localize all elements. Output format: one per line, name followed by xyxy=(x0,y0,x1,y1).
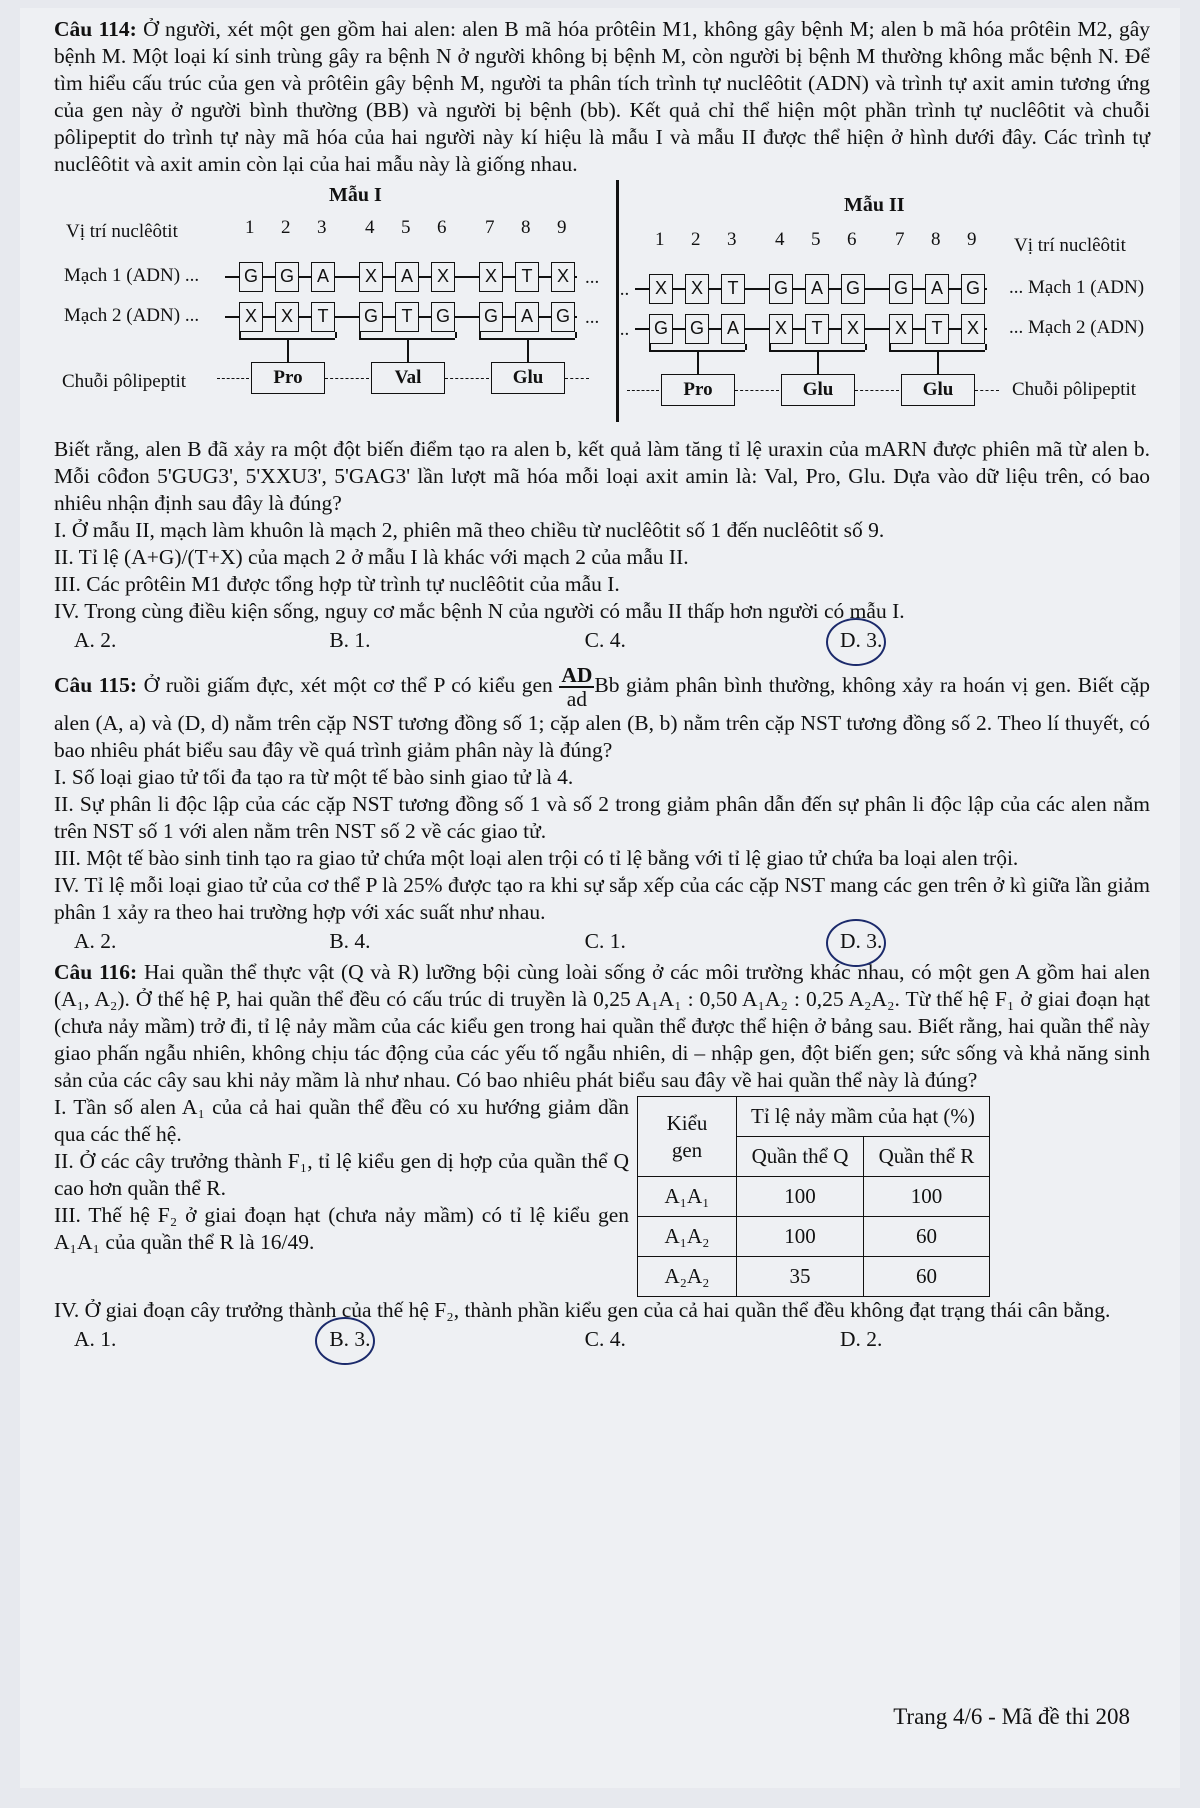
position-number: 6 xyxy=(437,217,447,238)
codon-bracket-tick xyxy=(335,332,337,338)
position-number: 4 xyxy=(365,217,375,238)
nucleotide-box-strand2: T xyxy=(395,302,419,332)
q114-statement-1: I. Ở mẫu II, mạch làm khuôn là mạch 2, phiên mã theo chiều từ nuclêôtit số 1 đến nuclêôtit số 9. xyxy=(54,518,885,542)
peptide-link xyxy=(217,378,249,379)
nucleotide-box-strand1: G xyxy=(889,274,913,304)
nucleotide-box-strand1: X xyxy=(551,262,575,292)
nucleotide-box-strand1: G xyxy=(769,274,793,304)
peptide-link xyxy=(627,390,659,391)
nucleotide-box-strand2: X xyxy=(961,314,985,344)
position-number: 1 xyxy=(245,217,255,238)
nucleotide-box-strand1: X xyxy=(479,262,503,292)
codon-bracket-tick xyxy=(649,344,651,350)
position-number: 8 xyxy=(931,229,941,250)
nucleotide-box-strand2: T xyxy=(805,314,829,344)
peptide-link xyxy=(855,390,899,391)
nucleotide-box-strand2: X xyxy=(841,314,865,344)
table-cell-r: 60 xyxy=(864,1217,990,1257)
q115-option-b[interactable]: B. 4. xyxy=(329,929,371,953)
amino-acid-box: Val xyxy=(371,362,445,394)
q114-statement-2: II. Tỉ lệ (A+G)/(T+X) của mạch 2 ở mẫu I là khác với mạch 2 của mẫu II. xyxy=(54,545,689,569)
amino-acid-box: Glu xyxy=(901,374,975,406)
codon-bracket-tick xyxy=(455,332,457,338)
q115-statement-4: IV. Tỉ lệ mỗi loại giao tử của cơ thể P là 25% được tạo ra khi sự sắp xếp của các cặp NST mang các gen trên ở kì giữa lần giảm phân 1 xảy ra theo hai trường hợp với xác suất như nhau. xyxy=(54,873,1150,924)
q116-statement-3: III. Thế hệ F₂ ở giai đoạn hạt (chưa nảy mầm) có tỉ lệ kiểu gen A₁A₁ của quần thể R là 16/49. xyxy=(54,1203,629,1254)
amino-acid-box: Glu xyxy=(491,362,565,394)
nucleotide-box-strand1: G xyxy=(961,274,985,304)
nucleotide-box-strand2: X xyxy=(239,302,263,332)
q116-options xyxy=(54,1324,1150,1357)
peptide-link xyxy=(325,378,369,379)
position-number: 7 xyxy=(895,229,905,250)
position-number: 5 xyxy=(401,217,411,238)
table-cell-r: 60 xyxy=(864,1257,990,1297)
q116-option-d[interactable]: D. 2. xyxy=(839,1327,883,1351)
q114-intro xyxy=(54,16,1150,178)
table-cell-genotype: A₁A₂ xyxy=(638,1217,737,1257)
nucleotide-box-strand2: A xyxy=(515,302,539,332)
nucleotide-box-strand2: T xyxy=(925,314,949,344)
q116-title: Câu 116: xyxy=(54,960,138,984)
amino-acid-box: Pro xyxy=(251,362,325,394)
q114-option-d[interactable]: D. 3. xyxy=(840,627,1000,654)
table-header-genotype: Kiểu gen xyxy=(638,1097,737,1177)
nucleotide-box-strand1: A xyxy=(925,274,949,304)
nucleotide-box-strand1: X xyxy=(359,262,383,292)
table-row xyxy=(638,1177,990,1217)
q115-options xyxy=(54,926,1150,959)
q116-statements xyxy=(54,1094,629,1297)
nucleotide-box-strand1: T xyxy=(721,274,745,304)
codon-bracket-tick xyxy=(889,344,891,350)
codon-connector xyxy=(407,338,409,362)
nucleotide-box-strand2: A xyxy=(721,314,745,344)
ellipsis: ... xyxy=(615,319,630,340)
table-cell-q: 100 xyxy=(737,1217,864,1257)
sample1-title: Mẫu I xyxy=(329,184,382,206)
strand2-label-left: Mạch 2 (ADN) ... xyxy=(64,305,200,326)
pos-label-right: Vị trí nuclêôtit xyxy=(1014,235,1126,256)
q115-body-b: Bb giảm phân bình thường, không xảy ra hoán vị gen. Biết cặp alen (A, a) và (D, d) nằm trên cặp NST tương đồng số 1; cặp alen (B, b) nằm trên cặp NST tương đồng số 2. Theo lí thuyết, có bao nhiêu phát biểu sau đây về quá trình giảm phân này là đúng? xyxy=(54,672,1151,762)
q115-option-d[interactable]: D. 3. xyxy=(840,928,1000,955)
pos-label-left: Vị trí nuclêôtit xyxy=(66,221,178,242)
q116-statement-4: IV. Ở giai đoạn cây trưởng thành của thế hệ F₂, thành phần kiểu gen của cả hai quần thể đều không đạt trạng thái cân bằng. xyxy=(54,1298,1111,1322)
q116-option-b[interactable]: B. 3. xyxy=(329,1326,489,1353)
position-number: 6 xyxy=(847,229,857,250)
q114-option-c[interactable]: C. 4. xyxy=(584,628,626,652)
poly-label-left: Chuỗi pôlipeptit xyxy=(62,371,187,392)
q116-intro xyxy=(54,959,1150,1094)
sample2-title: Mẫu II xyxy=(844,194,905,216)
fraction-denominator: ad xyxy=(566,687,587,711)
poly-label-right: Chuỗi pôlipeptit xyxy=(1012,379,1137,400)
position-number: 5 xyxy=(811,229,821,250)
table-cell-q: 35 xyxy=(737,1257,864,1297)
q114-title: Câu 114: xyxy=(54,17,137,41)
fraction-numerator: AD xyxy=(561,663,593,687)
nucleotide-box-strand2: X xyxy=(275,302,299,332)
position-number: 1 xyxy=(655,229,665,250)
nucleotide-box-strand2: G xyxy=(359,302,383,332)
table-header-pop-r: Quần thể R xyxy=(864,1137,990,1177)
position-number: 7 xyxy=(485,217,495,238)
codon-connector xyxy=(697,350,699,374)
nucleotide-box-strand1: A xyxy=(395,262,419,292)
codon-bracket-tick xyxy=(575,332,577,338)
codon-bracket-tick xyxy=(745,344,747,350)
q114-option-a[interactable]: A. 2. xyxy=(74,628,117,652)
q114-statement-3: III. Các prôtêin M1 được tổng hợp từ trình tự nuclêôtit của mẫu I. xyxy=(54,572,620,596)
q115-option-c[interactable]: C. 1. xyxy=(584,929,626,953)
codon-bracket-tick xyxy=(479,332,481,338)
nucleotide-box-strand1: G xyxy=(239,262,263,292)
codon-bracket-tick xyxy=(239,332,241,338)
amino-acid-box: Pro xyxy=(661,374,735,406)
codon-bracket-tick xyxy=(985,344,987,350)
peptide-link xyxy=(565,378,589,379)
nucleotide-box-strand2: T xyxy=(311,302,335,332)
codon-connector xyxy=(527,338,529,362)
peptide-link xyxy=(735,390,779,391)
table-cell-q: 100 xyxy=(737,1177,864,1217)
nucleotide-box-strand1: X xyxy=(649,274,673,304)
nucleotide-box-strand1: A xyxy=(311,262,335,292)
table-cell-r: 100 xyxy=(864,1177,990,1217)
nucleotide-box-strand2: G xyxy=(479,302,503,332)
position-number: 8 xyxy=(521,217,531,238)
table-header-pop-q: Quần thể Q xyxy=(737,1137,864,1177)
q115-statement-3: III. Một tế bào sinh tinh tạo ra giao tử chứa một loại alen trội có tỉ lệ bằng với tỉ lệ giao tử chứa ba loại alen trội. xyxy=(54,846,1019,870)
amino-acid-box: Glu xyxy=(781,374,855,406)
q114-options xyxy=(54,625,1150,658)
nucleotide-box-strand1: X xyxy=(685,274,709,304)
page-footer: Trang 4/6 - Mã đề thi 208 xyxy=(893,1704,1130,1729)
exam-page xyxy=(20,8,1180,1788)
position-number: 9 xyxy=(967,229,977,250)
position-number: 4 xyxy=(775,229,785,250)
nucleotide-box-strand1: A xyxy=(805,274,829,304)
q116-statement-2: II. Ở các cây trưởng thành F₁, tỉ lệ kiểu gen dị hợp của quần thể Q cao hơn quần thể R. xyxy=(54,1149,629,1200)
nucleotide-box-strand2: G xyxy=(685,314,709,344)
nucleotide-box-strand1: X xyxy=(431,262,455,292)
strand2-label-right: ... Mạch 2 (ADN) xyxy=(1009,317,1145,338)
q116-statements-and-table xyxy=(54,1094,1150,1297)
position-number: 2 xyxy=(281,217,291,238)
q114-statement-4: IV. Trong cùng điều kiện sống, nguy cơ mắc bệnh N của người có mẫu II thấp hơn người có mẫu I. xyxy=(54,599,905,623)
table-cell-genotype: A₁A₁ xyxy=(638,1177,737,1217)
q115-title: Câu 115: xyxy=(54,672,138,697)
nucleotide-box-strand2: G xyxy=(551,302,575,332)
position-number: 2 xyxy=(691,229,701,250)
q114-option-b[interactable]: B. 1. xyxy=(329,628,371,652)
position-number: 9 xyxy=(557,217,567,238)
q114-body2: Biết rằng, alen B đã xảy ra một đột biến điểm tạo ra alen b, kết quả làm tăng tỉ lệ uraxin của mARN được phiên mã từ alen b. Mỗi côđon 5'GUG3', 5'XXU3', 5'GAG3' lần lượt mã hóa mỗi loại axit amin là: Val, Pro, Glu. Dựa vào dữ liệu trên, có bao nhiêu nhận định sau đây là đúng? xyxy=(54,437,1150,515)
q116-statement-1: I. Tần số alen A₁ của cả hai quần thể đều có xu hướng giảm dần qua các thế hệ. xyxy=(54,1095,629,1146)
ellipsis: ... xyxy=(585,307,600,328)
q115-body-a: Ở ruồi giấm đực, xét một cơ thể P có kiểu gen xyxy=(143,672,553,697)
table-row xyxy=(638,1217,990,1257)
dna-diagram xyxy=(54,180,1150,430)
q115-statement-2: II. Sự phân li độc lập của các cặp NST tương đồng số 1 và số 2 trong giảm phân dẫn đến sự phân li độc lập của các alen nằm trên NST số 1 với alen nằm trên NST số 2 về các giao tử. xyxy=(54,792,1150,843)
q116-option-c[interactable]: C. 4. xyxy=(584,1327,626,1351)
q115-option-a[interactable]: A. 2. xyxy=(74,929,117,953)
germination-table xyxy=(637,1096,990,1297)
peptide-link xyxy=(445,378,489,379)
nucleotide-box-strand1: T xyxy=(515,262,539,292)
codon-bracket-tick xyxy=(865,344,867,350)
nucleotide-box-strand2: G xyxy=(649,314,673,344)
codon-connector xyxy=(937,350,939,374)
strand1-label-right: ... Mạch 1 (ADN) xyxy=(1009,277,1145,298)
position-number: 3 xyxy=(727,229,737,250)
nucleotide-box-strand1: G xyxy=(841,274,865,304)
table-cell-genotype: A₂A₂ xyxy=(638,1257,737,1297)
codon-connector xyxy=(287,338,289,362)
nucleotide-box-strand2: G xyxy=(431,302,455,332)
codon-bracket-tick xyxy=(769,344,771,350)
q116-body: Hai quần thể thực vật (Q và R) lưỡng bội cùng loài sống ở các môi trường khác nhau, có một gen A gồm hai alen (A₁, A₂). Ở thế hệ P, hai quần thể đều có cấu trúc di truyền là 0,25 A₁A₁ : 0,50 A₁A₂ : 0,25 A₂A₂. Từ thế hệ F₁ ở giai đoạn hạt (chưa nảy mầm) trở đi, tỉ lệ nảy mầm của các kiểu gen trong hai quần thể được thể hiện ở bảng sau. Biết rằng, hai quần thể này giao phấn ngẫu nhiên, không chịu tác động của các yếu tố ngẫu nhiên, di – nhập gen, đột biến gen; sức sống và khả năng sinh sản của các cây sau khi nảy mầm là như nhau. Có bao nhiêu phát biểu sau đây về hai quần thể này là đúng? xyxy=(54,960,1150,1092)
codon-connector xyxy=(817,350,819,374)
q115-statement-1: I. Số loại giao tử tối đa tạo ra từ một tế bào sinh giao tử là 4. xyxy=(54,765,574,789)
table-header-germination: Tỉ lệ nảy mầm của hạt (%) xyxy=(737,1097,990,1137)
q114-body: Ở người, xét một gen gồm hai alen: alen B mã hóa prôtêin M1, không gây bệnh M; alen b mã hóa prôtêin M2, gây bệnh M. Một loại kí sinh trùng gây ra bệnh N ở người không bị bệnh M, còn người bị bệnh M thường không mắc bệnh N. Để tìm hiểu cấu trúc của gen và prôtêin gây bệnh M, người ta phân tích trình tự nuclêôtit (ADN) và trình tự axit amin tương ứng của gen này ở người bình thường (BB) và người bị bệnh (bb). Kết quả chỉ thể hiện một phần trình tự nuclêôtit và chuỗi pôlipeptit do trình tự này mã hóa của hai người này kí hiệu là mẫu I và mẫu II được thể hiện ở hình dưới đây. Các trình tự nuclêôtit và axit amin còn lại của hai mẫu này là giống nhau. xyxy=(54,17,1150,176)
q116-option-a[interactable]: A. 1. xyxy=(74,1327,117,1351)
strand1-label-left: Mạch 1 (ADN) ... xyxy=(64,265,200,286)
nucleotide-box-strand2: X xyxy=(889,314,913,344)
nucleotide-box-strand1: G xyxy=(275,262,299,292)
q115-intro xyxy=(54,664,1150,764)
table-row xyxy=(638,1257,990,1297)
ellipsis: ... xyxy=(615,279,630,300)
genotype-fraction xyxy=(559,664,594,710)
position-number: 3 xyxy=(317,217,327,238)
ellipsis: ... xyxy=(585,267,600,288)
codon-bracket-tick xyxy=(359,332,361,338)
nucleotide-box-strand2: X xyxy=(769,314,793,344)
peptide-link xyxy=(975,390,999,391)
